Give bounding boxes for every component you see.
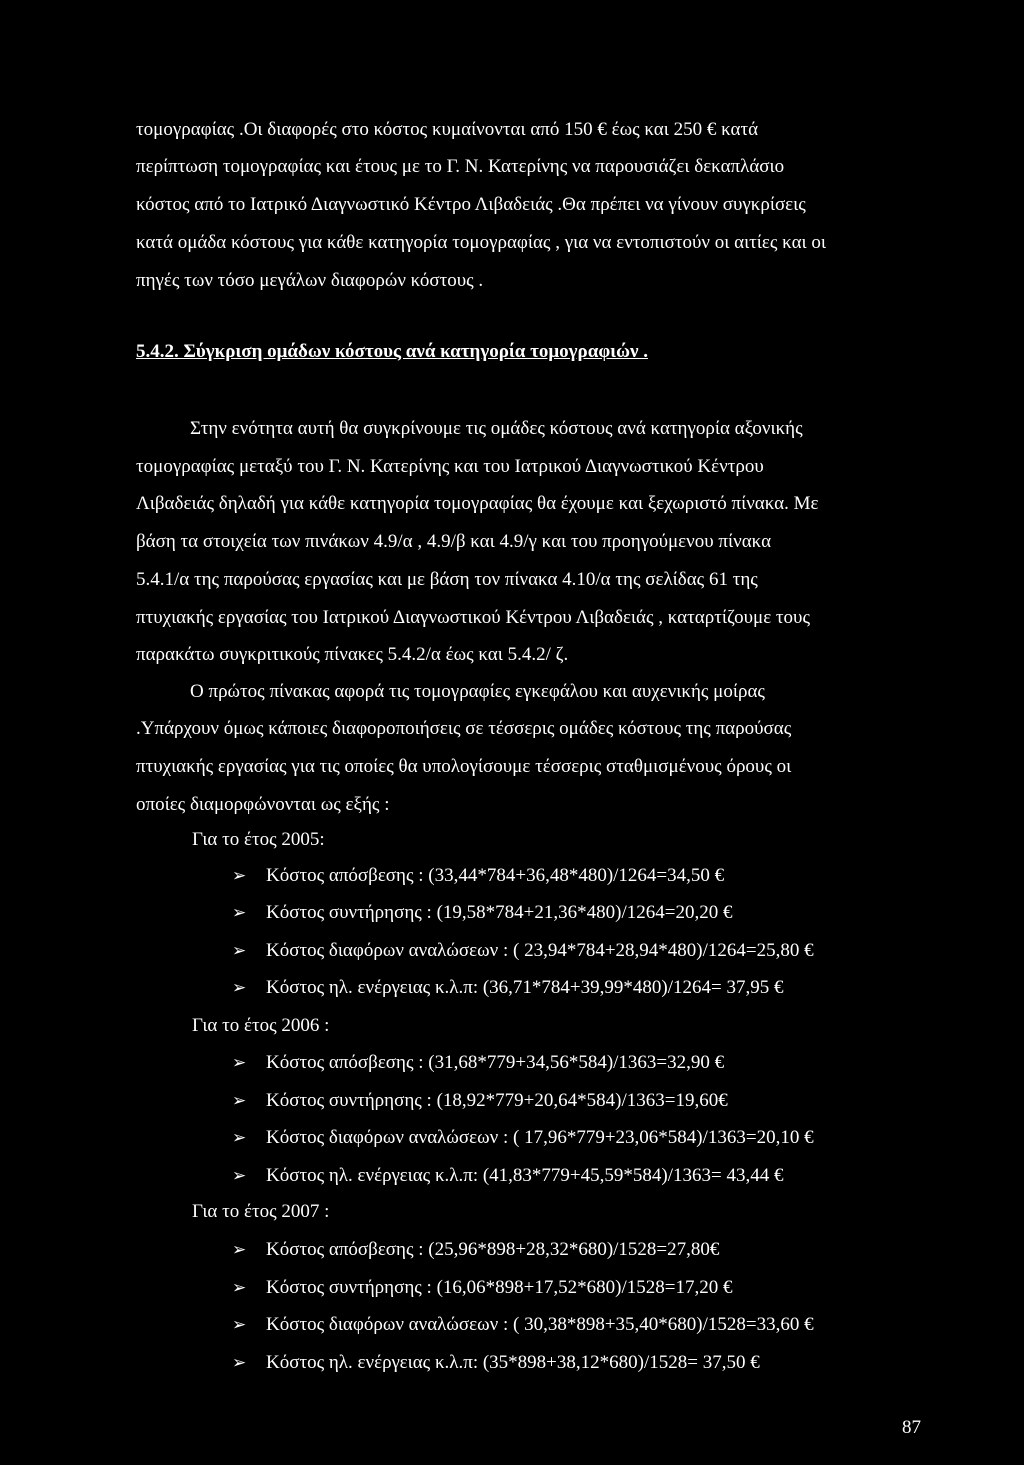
arrow-bullet-icon: ➢ xyxy=(232,1166,247,1186)
cost-item-text: Κόστος διαφόρων αναλώσεων : ( 17,96*779+23,06*584)/1363=20,10 € xyxy=(266,1127,814,1148)
year-heading: Για το έτος 2006 : xyxy=(192,1015,330,1036)
body-line: οποίες διαμορφώνονται ως εξής : xyxy=(136,794,390,815)
cost-item-text: Κόστος διαφόρων αναλώσεων : ( 23,94*784+28,94*480)/1264=25,80 € xyxy=(266,940,814,961)
cost-item xyxy=(232,1164,783,1188)
body-line: Στην ενότητα αυτή θα συγκρίνουμε τις ομάδες κόστους ανά κατηγορία αξονικής xyxy=(190,418,803,439)
body-line: Ο πρώτος πίνακας αφορά τις τομογραφίες εγκεφάλου και αυχενικής μοίρας xyxy=(190,681,765,702)
cost-item-text: Κόστος συντήρησης : (19,58*784+21,36*480)/1264=20,20 € xyxy=(266,902,733,923)
cost-item-text: Κόστος συντήρησης : (18,92*779+20,64*584)/1363=19,60€ xyxy=(266,1090,728,1111)
cost-item xyxy=(232,901,732,925)
arrow-bullet-icon: ➢ xyxy=(232,1053,247,1073)
cost-item xyxy=(232,939,814,963)
arrow-bullet-icon: ➢ xyxy=(232,1091,247,1111)
arrow-bullet-icon: ➢ xyxy=(232,978,247,998)
cost-item-text: Κόστος διαφόρων αναλώσεων : ( 30,38*898+35,40*680)/1528=33,60 € xyxy=(266,1314,814,1335)
body-line: πτυχιακής εργασίας του Ιατρικού Διαγνωστικού Κέντρου Λιβαδειάς , καταρτίζουμε τους xyxy=(136,607,810,628)
body-line: Λιβαδειάς δηλαδή για κάθε κατηγορία τομογραφίας θα έχουμε και ξεχωριστό πίνακα. Με xyxy=(136,493,819,514)
year-heading: Για το έτος 2005: xyxy=(192,829,325,850)
cost-item xyxy=(232,1351,760,1375)
cost-item-text: Κόστος συντήρησης : (16,06*898+17,52*680)/1528=17,20 € xyxy=(266,1277,733,1298)
cost-item-text: Κόστος ηλ. ενέργειας κ.λ.π: (36,71*784+39,99*480)/1264= 37,95 € xyxy=(266,977,784,998)
body-line: πτυχιακής εργασίας για τις οποίες θα υπολογίσουμε τέσσερις σταθμισμένους όρους οι xyxy=(136,756,792,777)
intro-line: περίπτωση τομογραφίας και έτους με το Γ. Ν. Κατερίνης να παρουσιάζει δεκαπλάσιο xyxy=(136,156,785,177)
arrow-bullet-icon: ➢ xyxy=(232,1240,247,1260)
cost-item xyxy=(232,1276,732,1300)
cost-item xyxy=(232,1313,814,1337)
body-line: 5.4.1/α της παρούσας εργασίας και με βάση τον πίνακα 4.10/α της σελίδας 61 της xyxy=(136,569,758,590)
arrow-bullet-icon: ➢ xyxy=(232,1315,247,1335)
cost-item-text: Κόστος απόσβεσης : (33,44*784+36,48*480)/1264=34,50 € xyxy=(266,865,725,886)
arrow-bullet-icon: ➢ xyxy=(232,1278,247,1298)
cost-item xyxy=(232,1238,719,1262)
intro-line: τομογραφίας .Οι διαφορές στο κόστος κυμαίνονται από 150 € έως και 250 € κατά xyxy=(136,119,759,140)
cost-item-text: Κόστος ηλ. ενέργειας κ.λ.π: (41,83*779+45,59*584)/1363= 43,44 € xyxy=(266,1165,784,1186)
section-heading: 5.4.2. Σύγκριση ομάδων κόστους ανά κατηγορία τομογραφιών . xyxy=(136,341,648,362)
cost-item xyxy=(232,976,783,1000)
cost-item xyxy=(232,864,724,888)
arrow-bullet-icon: ➢ xyxy=(232,1128,247,1148)
arrow-bullet-icon: ➢ xyxy=(232,866,247,886)
arrow-bullet-icon: ➢ xyxy=(232,1353,247,1373)
intro-line: πηγές των τόσο μεγάλων διαφορών κόστους . xyxy=(136,270,484,291)
body-line: παρακάτω συγκριτικούς πίνακες 5.4.2/α έως και 5.4.2/ ζ. xyxy=(136,644,569,665)
cost-item-text: Κόστος απόσβεσης : (31,68*779+34,56*584)/1363=32,90 € xyxy=(266,1052,725,1073)
body-line: τομογραφίας μεταξύ του Γ. Ν. Κατερίνης και του Ιατρικού Διαγνωστικού Κέντρου xyxy=(136,456,764,477)
year-heading: Για το έτος 2007 : xyxy=(192,1201,330,1222)
cost-item xyxy=(232,1126,814,1150)
intro-line: κόστος από το Ιατρικό Διαγνωστικό Κέντρο Λιβαδειάς .Θα πρέπει να γίνουν συγκρίσεις xyxy=(136,194,806,215)
cost-item xyxy=(232,1051,724,1075)
body-line: .Υπάρχουν όμως κάποιες διαφοροποιήσεις σε τέσσερις ομάδες κόστους της παρούσας xyxy=(136,718,792,739)
cost-item-text: Κόστος ηλ. ενέργειας κ.λ.π: (35*898+38,12*680)/1528= 37,50 € xyxy=(266,1352,760,1373)
page-number: 87 xyxy=(902,1417,921,1438)
cost-item-text: Κόστος απόσβεσης : (25,96*898+28,32*680)/1528=27,80€ xyxy=(266,1239,720,1260)
arrow-bullet-icon: ➢ xyxy=(232,903,247,923)
intro-line: κατά ομάδα κόστους για κάθε κατηγορία τομογραφίας , για να εντοπιστούν οι αιτίες και οι xyxy=(136,232,827,253)
arrow-bullet-icon: ➢ xyxy=(232,941,247,961)
cost-item xyxy=(232,1089,728,1113)
body-line: βάση τα στοιχεία των πινάκων 4.9/α , 4.9/β και 4.9/γ και του προηγούμενου πίνακα xyxy=(136,531,772,552)
